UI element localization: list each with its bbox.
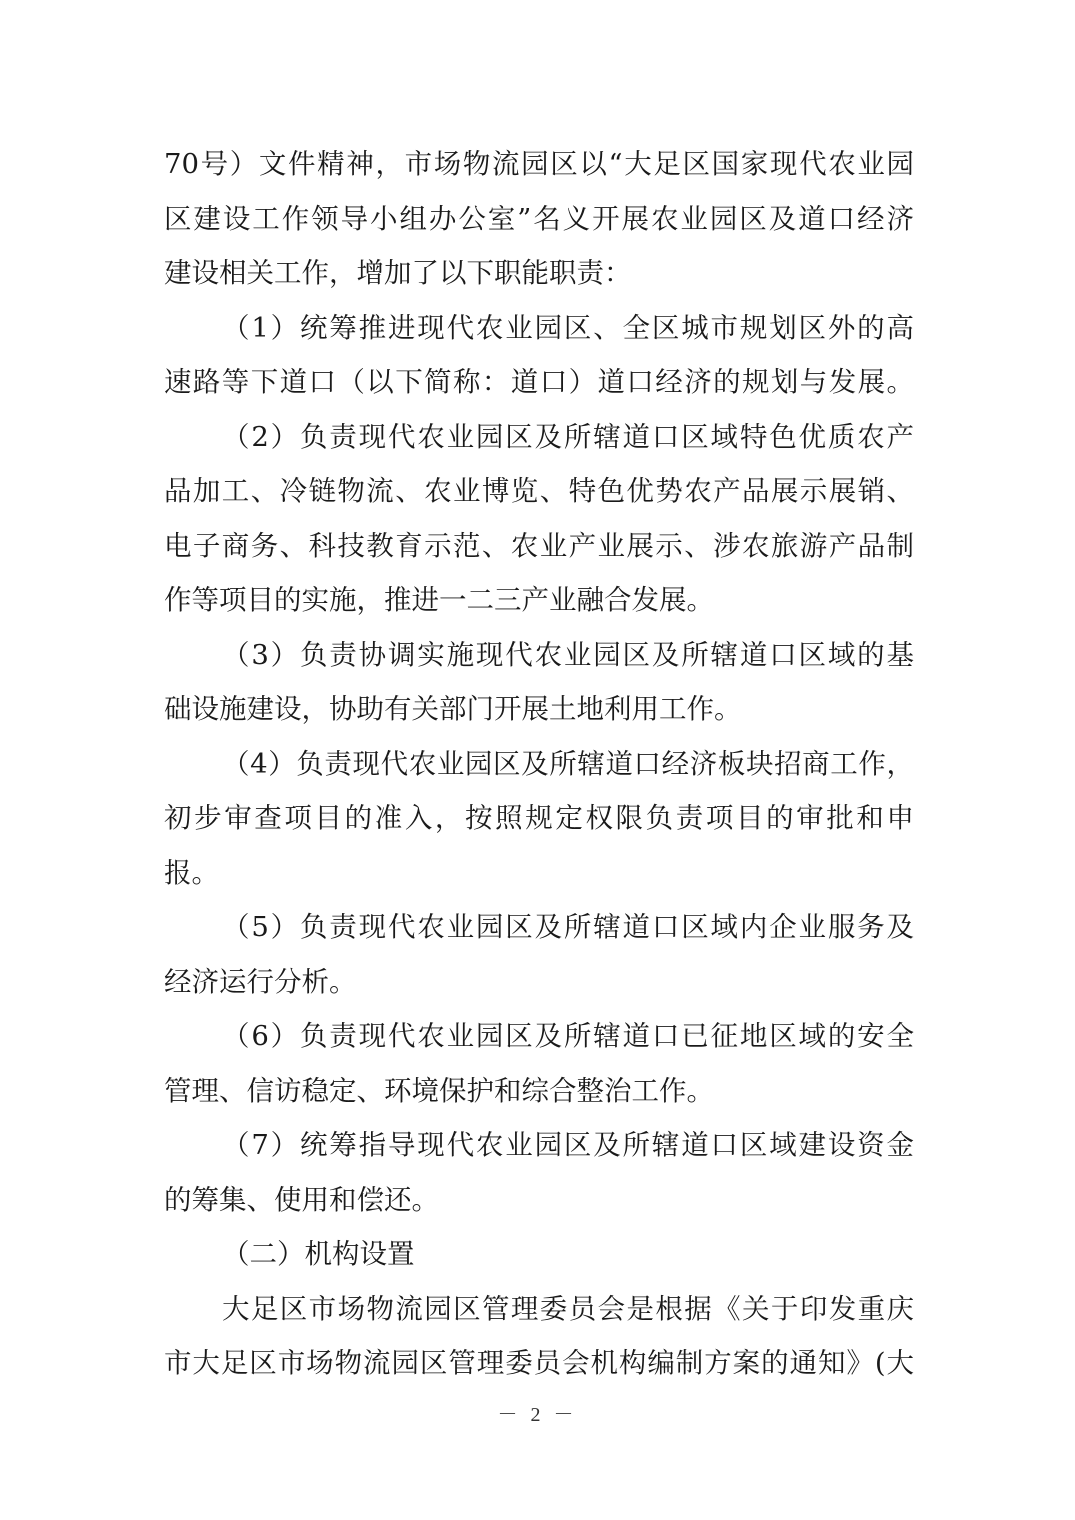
text-line: 电子商务、科技教育示范、农业产业展示、涉农旅游产品制 bbox=[164, 529, 914, 562]
text-line: 管理、信访稳定、环境保护和综合整治工作。 bbox=[164, 1074, 714, 1107]
text-line: 经济运行分析。 bbox=[164, 965, 357, 998]
text-line: （1）统筹推进现代农业园区、全区城市规划区外的高 bbox=[222, 311, 914, 344]
text-line: （3）负责协调实施现代农业园区及所辖道口区域的基 bbox=[222, 638, 914, 671]
text-line: （4）负责现代农业园区及所辖道口经济板块招商工作， bbox=[222, 747, 914, 780]
text-line: 报。 bbox=[164, 856, 219, 889]
body-text bbox=[164, 137, 914, 1391]
text-line: 础设施建设，协助有关部门开展土地利用工作。 bbox=[164, 693, 742, 725]
text-line: 大足区市场物流园区管理委员会是根据《关于印发重庆 bbox=[222, 1292, 914, 1325]
text-line: 的筹集、使用和偿还。 bbox=[164, 1183, 439, 1216]
text-line: 建设相关工作，增加了以下职能职责： bbox=[164, 257, 632, 289]
text-line: 70号）文件精神，市场物流园区以“大足区国家现代农业园 bbox=[164, 148, 914, 180]
text-line: 市大足区市场物流园区管理委员会机构编制方案的通知》(大 bbox=[164, 1347, 914, 1379]
text-line: 品加工、冷链物流、农业博览、特色优势农产品展示展销、 bbox=[164, 475, 914, 507]
text-line: （6）负责现代农业园区及所辖道口已征地区域的安全 bbox=[222, 1020, 914, 1052]
text-line: 初步审查项目的准入，按照规定权限负责项目的审批和申 bbox=[164, 802, 914, 834]
text-line: 区建设工作领导小组办公室”名义开展农业园区及道口经济 bbox=[164, 202, 914, 235]
text-line: 作等项目的实施，推进一二三产业融合发展。 bbox=[164, 584, 714, 616]
text-line: （2）负责现代农业园区及所辖道口区域特色优质农产 bbox=[222, 420, 914, 453]
text-line: （5）负责现代农业园区及所辖道口区域内企业服务及 bbox=[222, 911, 914, 943]
text-line: 速路等下道口（以下简称：道口）道口经济的规划与发展。 bbox=[164, 366, 914, 398]
page-number: － 2 － bbox=[497, 1404, 578, 1426]
section-heading: （二）机构设置 bbox=[222, 1238, 415, 1270]
text-line: （7）统筹指导现代农业园区及所辖道口区域建设资金 bbox=[222, 1129, 914, 1161]
